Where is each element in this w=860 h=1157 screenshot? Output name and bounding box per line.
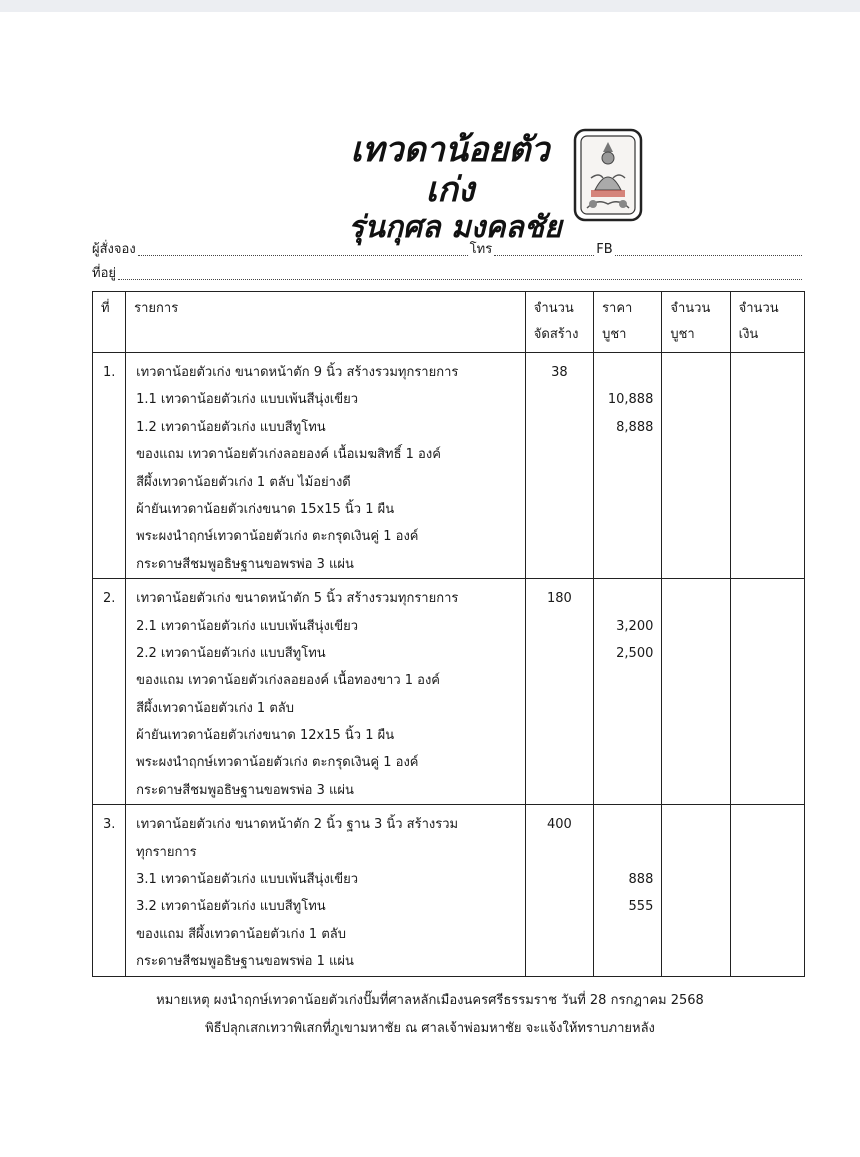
item-line: กระดาษสีชมพูอธิษฐานขอพรพ่อ 3 แผ่น [136, 782, 354, 798]
phone-field[interactable] [494, 238, 594, 256]
note-line-1: หมายเหตุ ผงนำฤกษ์เทวดาน้อยตัวเก่งปั๊มที่ศาลหลักเมืองนครศรีธรรมราช วันที่ 28 กรกฎาคม 2568 [156, 993, 704, 1008]
row-amount-cell[interactable] [730, 805, 804, 976]
header-amount: จำนวน เงิน [730, 292, 804, 353]
row-items [126, 353, 526, 579]
qty-value: 180 [547, 591, 572, 607]
deity-emblem-icon [573, 128, 643, 222]
price-value: 3,200 [616, 618, 654, 634]
header-item: รายการ [126, 292, 526, 353]
item-line: กระดาษสีชมพูอธิษฐานขอพรพ่อ 1 แผ่น [136, 954, 354, 970]
title-main: เทวดาน้อยตัวเก่ง [350, 130, 550, 210]
fb-label: FB [596, 242, 613, 257]
fb-field[interactable] [615, 238, 802, 256]
item-line: ของแถม เทวดาน้อยตัวเก่งลอยองค์ เนื้อเมฆสิทธิ์ 1 องค์ [136, 447, 441, 463]
address-field[interactable] [118, 262, 802, 280]
item-line: เทวดาน้อยตัวเก่ง ขนาดหน้าตัก 9 นิ้ว สร้างรวมทุกรายการ [136, 365, 459, 380]
item-line: ของแถม เทวดาน้อยตัวเก่งลอยองค์ เนื้อทองขาว 1 องค์ [136, 673, 440, 689]
row-no: 3. [93, 805, 126, 976]
row-price [594, 579, 662, 805]
item-line: 3.1 เทวดาน้อยตัวเก่ง แบบเพ้นสีนุ่งเขียว [136, 872, 359, 888]
note-line-2: พิธีปลุกเสกเทวาพิเสกที่ภูเขามหาชัย ณ ศาลเจ้าพ่อมหาชัย จะแจ้งให้ทราบภายหลัง [205, 1021, 655, 1036]
item-line: ผ้ายันเทวดาน้อยตัวเก่งขนาด 12x15 นิ้ว 1 ผืน [136, 728, 395, 744]
price-value: 2,500 [616, 645, 654, 661]
item-line: กระดาษสีชมพูอธิษฐานขอพรพ่อ 3 แผ่น [136, 556, 354, 572]
title-sub: รุ่นกุศล มงคลชัย [348, 210, 562, 245]
top-bar [0, 0, 860, 12]
price-value: 888 [628, 872, 654, 888]
row-no: 1. [93, 353, 126, 579]
row-qty [525, 805, 593, 976]
row-qty [525, 353, 593, 579]
item-line: 1.2 เทวดาน้อยตัวเก่ง แบบสีทูโทน [136, 419, 326, 435]
row-items [126, 805, 526, 976]
item-line: พระผงนำฤกษ์เทวดาน้อยตัวเก่ง ตะกรุดเงินคู่ 1 องค์ [136, 755, 419, 771]
order-table [92, 291, 805, 977]
price-blank [594, 839, 653, 866]
row-price [594, 805, 662, 976]
item-line: เทวดาน้อยตัวเก่ง ขนาดหน้าตัก 2 นิ้ว ฐาน 3 นิ้ว สร้างรวม [136, 817, 459, 833]
item-line: พระผงนำฤกษ์เทวดาน้อยตัวเก่ง ตะกรุดเงินคู่ 1 องค์ [136, 529, 419, 545]
notes [0, 987, 860, 1043]
price-blank [594, 359, 653, 386]
row-order-cell[interactable] [662, 579, 730, 805]
item-line: ทุกรายการ [136, 844, 197, 860]
row-price [594, 353, 662, 579]
title-block [330, 130, 570, 246]
row-items [126, 579, 526, 805]
table-row [93, 353, 805, 579]
header-qty: จำนวน จัดสร้าง [525, 292, 593, 353]
table-header-row [93, 292, 805, 353]
header-price: ราคา บูชา [594, 292, 662, 353]
item-line: ของแถม สีผึ้งเทวดาน้อยตัวเก่ง 1 ตลับ [136, 926, 346, 942]
price-blank [594, 811, 653, 838]
row-order-cell[interactable] [662, 805, 730, 976]
price-value: 555 [628, 899, 654, 915]
item-line: เทวดาน้อยตัวเก่ง ขนาดหน้าตัก 5 นิ้ว สร้างรวมทุกรายการ [136, 591, 459, 607]
table-row [93, 579, 805, 805]
header-no: ที่ [93, 292, 126, 353]
address-label: ที่อยู่ [92, 266, 116, 281]
header-order: จำนวน บูชา [662, 292, 730, 353]
address-row [92, 262, 804, 286]
row-order-cell[interactable] [662, 353, 730, 579]
row-no: 2. [93, 579, 126, 805]
qty-value: 400 [547, 817, 572, 833]
qty-value: 38 [551, 365, 568, 380]
row-amount-cell[interactable] [730, 353, 804, 579]
order-form-fields [92, 238, 804, 286]
price-value: 8,888 [616, 419, 654, 435]
phone-label: โทร [469, 242, 493, 257]
item-line: สีผึ้งเทวดาน้อยตัวเก่ง 1 ตลับ [136, 700, 294, 716]
row-amount-cell[interactable] [730, 579, 804, 805]
item-line: สีผึ้งเทวดาน้อยตัวเก่ง 1 ตลับ ไม้อย่างดี [136, 474, 351, 490]
price-blank [594, 585, 653, 612]
item-line: ผ้ายันเทวดาน้อยตัวเก่งขนาด 15x15 นิ้ว 1 ผืน [136, 501, 395, 517]
orderer-label: ผู้สั่งจอง [92, 242, 136, 257]
item-line: 1.1 เทวดาน้อยตัวเก่ง แบบเพ้นสีนุ่งเขียว [136, 392, 359, 408]
item-line: 3.2 เทวดาน้อยตัวเก่ง แบบสีทูโทน [136, 899, 326, 915]
orderer-row [92, 238, 804, 262]
item-line: 2.2 เทวดาน้อยตัวเก่ง แบบสีทูโทน [136, 645, 326, 661]
table-row [93, 805, 805, 976]
orderer-field[interactable] [138, 238, 468, 256]
price-value: 10,888 [607, 392, 654, 408]
item-line: 2.1 เทวดาน้อยตัวเก่ง แบบเพ้นสีนุ่งเขียว [136, 618, 359, 634]
header [0, 120, 860, 245]
row-qty [525, 579, 593, 805]
